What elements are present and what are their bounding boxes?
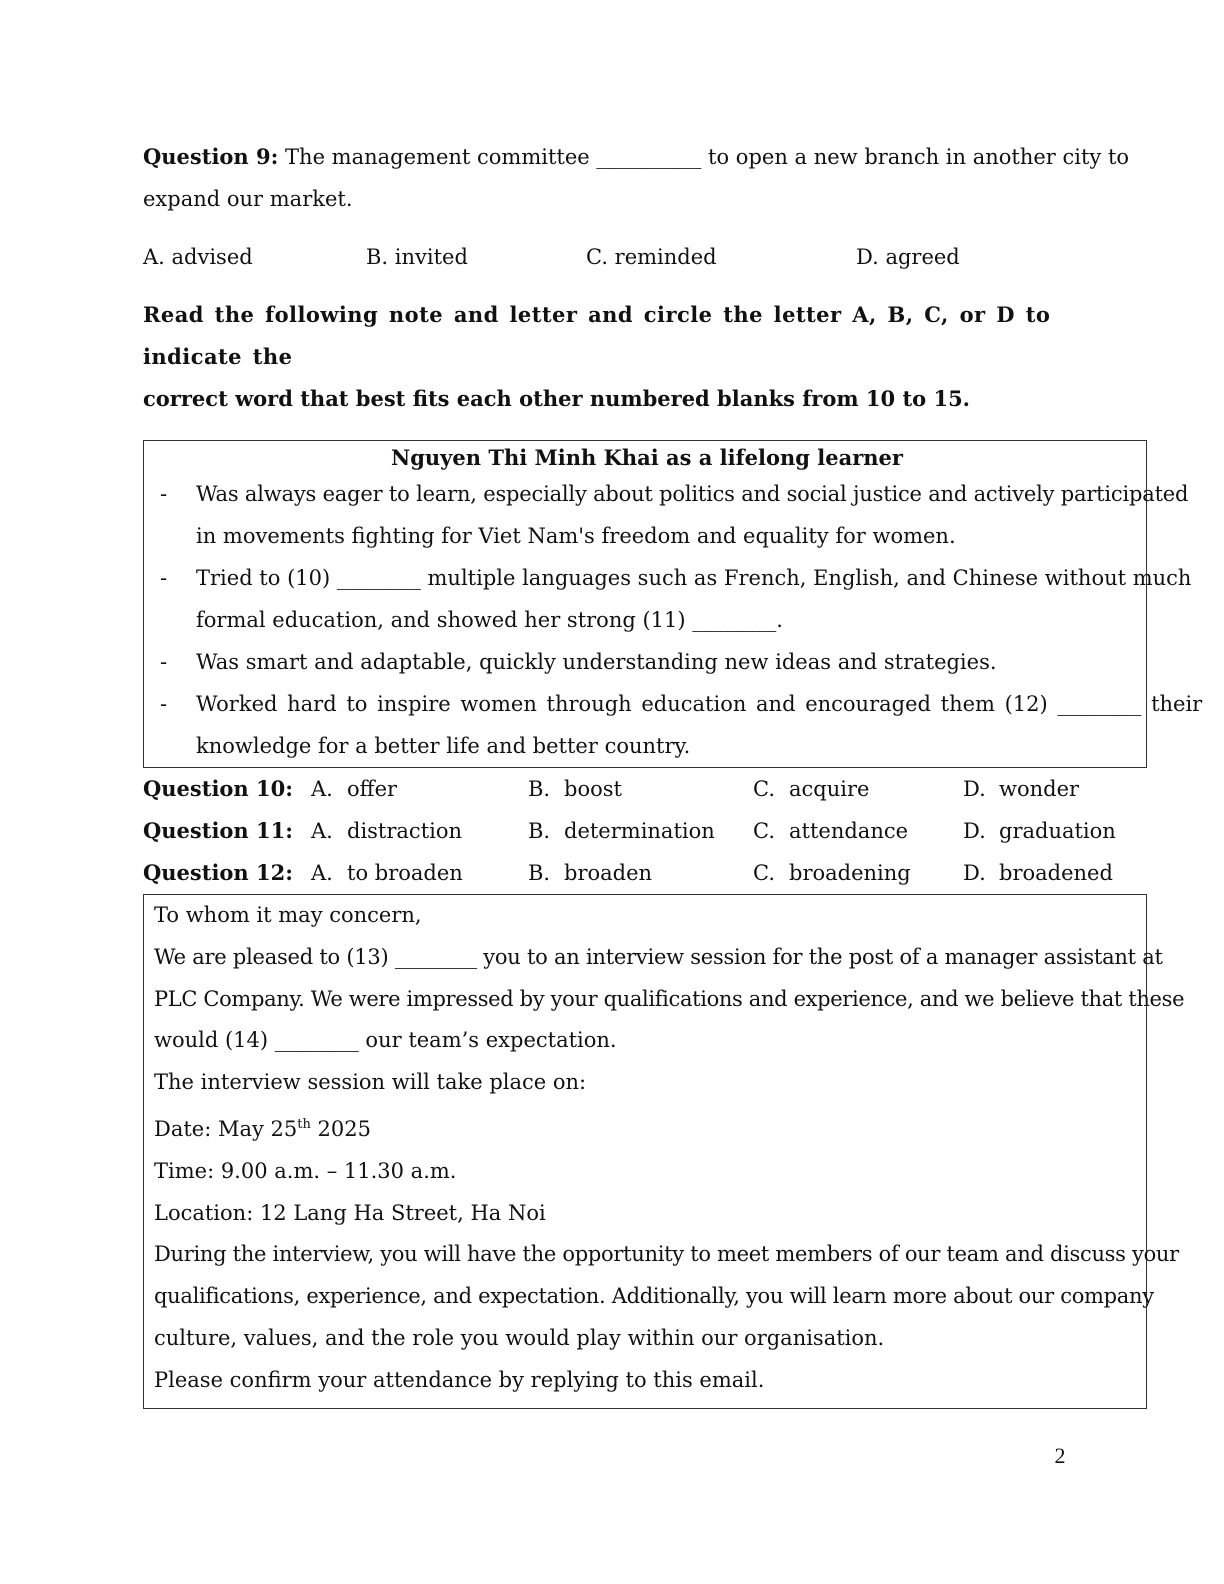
- question-12-row: [143, 852, 1147, 894]
- question-9-options: [143, 236, 1147, 278]
- option-letter: D.: [963, 777, 986, 801]
- letter-para1-line-1: We are pleased to (13) ________ you to an interview session for the post of a manager assistant at: [154, 944, 1163, 969]
- option-letter: D.: [963, 861, 986, 885]
- option-letter: A.: [311, 777, 333, 801]
- question-10-option-b[interactable]: [528, 768, 622, 810]
- page-number: 2: [1054, 1443, 1066, 1468]
- option-text: broaden: [564, 861, 653, 885]
- question-12-label: Question 12:: [143, 860, 293, 885]
- question-11-option-b[interactable]: [528, 810, 715, 852]
- question-11-option-a[interactable]: [311, 810, 462, 852]
- letter-closing: Please confirm your attendance by replying to this email.: [154, 1367, 765, 1392]
- note-bullet-4-line-1: Worked hard to inspire women through education and encouraged them (12) ________ their: [196, 692, 1203, 716]
- question-10-option-d[interactable]: [963, 768, 1079, 810]
- option-text: offer: [347, 777, 398, 801]
- letter-session-intro: The interview session will take place on:: [154, 1070, 587, 1095]
- note-bullet-4: [158, 683, 1203, 767]
- note-bullet-1: [158, 473, 1189, 557]
- note-bullet-1-line-2: in movements fighting for Viet Nam's freedom and equality for women.: [196, 524, 956, 548]
- note-bullet-2: [158, 557, 1192, 641]
- option-text: boost: [564, 777, 622, 801]
- question-12-option-b[interactable]: [528, 852, 652, 894]
- note-title: Nguyen Thi Minh Khai as a lifelong learner: [391, 445, 903, 470]
- question-9-option-d[interactable]: D. agreed: [856, 245, 960, 269]
- option-text: to broaden: [347, 861, 463, 885]
- note-bullet-3: [158, 641, 1136, 683]
- note-bullet-2-line-2: formal education, and showed her strong (11) ________.: [196, 608, 783, 632]
- question-9-option-a[interactable]: A. advised: [143, 245, 253, 269]
- question-12-option-a[interactable]: [311, 852, 463, 894]
- option-text: acquire: [789, 777, 870, 801]
- letter-time: Time: 9.00 a.m. – 11.30 a.m.: [154, 1158, 457, 1183]
- question-10-row: [143, 768, 1147, 810]
- question-9-option-b[interactable]: B. invited: [366, 245, 468, 269]
- option-letter: B.: [528, 777, 551, 801]
- note-bullet-2-line-1: Tried to (10) ________ multiple languages such as French, English, and Chinese without much: [196, 566, 1192, 590]
- question-10-option-c[interactable]: [753, 768, 869, 810]
- letter-para1-line-2: PLC Company. We were impressed by your qualifications and experience, and we believe that these: [154, 986, 1185, 1011]
- question-10-option-a[interactable]: [311, 768, 397, 810]
- worksheet-page: [143, 136, 1203, 1409]
- option-letter: C.: [753, 777, 775, 801]
- note-box: [143, 440, 1203, 768]
- option-letter: B.: [528, 861, 551, 885]
- option-text: determination: [564, 819, 715, 843]
- answer-options-10-12: [143, 768, 1147, 894]
- option-text: graduation: [999, 819, 1116, 843]
- letter-box: [143, 894, 1185, 1409]
- letter-location: Location: 12 Lang Ha Street, Ha Noi: [154, 1200, 546, 1225]
- note-bullet-1-line-1: Was always eager to learn, especially about politics and social justice and actively participated: [196, 482, 1189, 506]
- question-11-option-d[interactable]: [963, 810, 1116, 852]
- letter-para2-line-3: culture, values, and the role you would play within our organisation.: [154, 1325, 885, 1350]
- option-letter: A.: [311, 861, 333, 885]
- question-9-blank: __________: [596, 145, 702, 169]
- instruction-line-1: Read the following note and letter and circle the letter A, B, C, or D to indicate the: [143, 302, 1051, 369]
- question-9-text-part1: The management committee: [278, 145, 597, 169]
- letter-date: [154, 1104, 1136, 1151]
- date-prefix: Date: May 25: [154, 1116, 298, 1141]
- option-text: broadening: [789, 861, 911, 885]
- question-11-label: Question 11:: [143, 818, 293, 843]
- letter-para2-line-2: qualifications, experience, and expectation. Additionally, you will learn more about our company: [154, 1284, 1154, 1309]
- letter-greeting: To whom it may concern,: [154, 903, 422, 927]
- question-10-label: Question 10:: [143, 776, 293, 801]
- letter-para1-line-3: would (14) ________ our team’s expectation.: [154, 1028, 617, 1053]
- question-9-stem-line-1: [143, 136, 1147, 178]
- option-letter: B.: [528, 819, 551, 843]
- date-ordinal: th: [297, 1116, 311, 1132]
- option-text: attendance: [789, 819, 909, 843]
- option-letter: A.: [311, 819, 333, 843]
- reading-instruction: [143, 294, 1147, 420]
- question-9-label: Question 9:: [143, 144, 279, 169]
- question-9-option-c[interactable]: C. reminded: [586, 245, 717, 269]
- question-11-row: [143, 810, 1147, 852]
- question-9-text-part2: to open a new branch in another city to: [701, 145, 1130, 169]
- option-letter: C.: [753, 861, 775, 885]
- option-text: wonder: [999, 777, 1080, 801]
- question-9: [143, 136, 1147, 278]
- question-12-option-d[interactable]: [963, 852, 1113, 894]
- letter-para2-line-1: During the interview, you will have the opportunity to meet members of our team and discuss your: [154, 1242, 1179, 1267]
- bullet-dash: -: [160, 650, 168, 674]
- bullet-dash: -: [160, 692, 168, 716]
- question-11-option-c[interactable]: [753, 810, 908, 852]
- option-letter: C.: [753, 819, 775, 843]
- bullet-dash: -: [160, 482, 168, 506]
- instruction-line-2: correct word that best fits each other numbered blanks from 10 to 15.: [143, 386, 970, 411]
- option-text: broadened: [999, 861, 1113, 885]
- option-text: distraction: [347, 819, 463, 843]
- date-year: 2025: [310, 1116, 371, 1141]
- question-12-option-c[interactable]: [753, 852, 911, 894]
- note-bullet-4-line-2: knowledge for a better life and better country.: [196, 734, 691, 758]
- question-9-stem-line-2: expand our market.: [143, 187, 353, 211]
- note-bullet-3-line-1: Was smart and adaptable, quickly understanding new ideas and strategies.: [196, 650, 997, 674]
- option-letter: D.: [963, 819, 986, 843]
- bullet-dash: -: [160, 566, 168, 590]
